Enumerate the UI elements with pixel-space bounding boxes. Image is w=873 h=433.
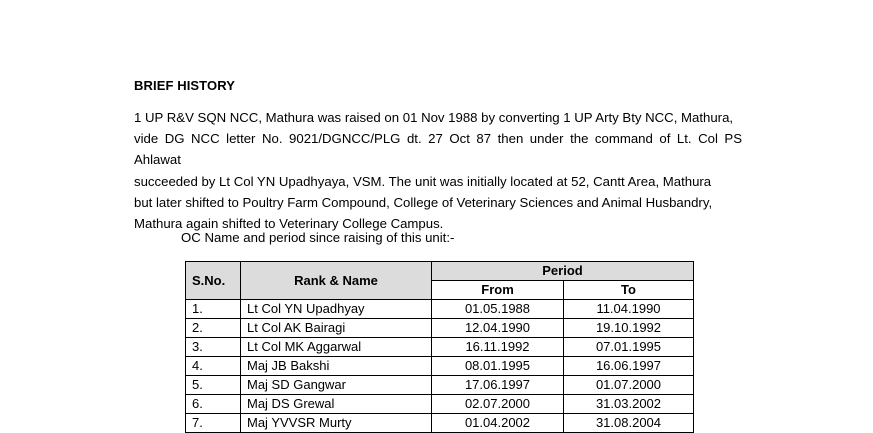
table-row <box>186 395 694 414</box>
header-to: To <box>564 281 694 300</box>
cell-from: 01.04.2002 <box>432 414 564 433</box>
cell-to: 31.03.2002 <box>564 395 694 414</box>
paragraph-line: 1 UP R&V SQN NCC, Mathura was raised on 01 Nov 1988 by converting 1 UP Arty Bty NCC, Mathura, <box>134 110 734 125</box>
cell-sno: 4. <box>186 357 241 376</box>
paragraph-line: succeeded by Lt Col YN Upadhyaya, VSM. The unit was initially located at 52, Cantt Area, Mathura <box>134 173 712 189</box>
table-row <box>186 338 694 357</box>
header-sno: S.No. <box>186 262 241 300</box>
section-heading: BRIEF HISTORY <box>134 78 235 93</box>
cell-name: Maj SD Gangwar <box>241 376 432 395</box>
cell-from: 08.01.1995 <box>432 357 564 376</box>
table-row <box>186 357 694 376</box>
cell-from: 16.11.1992 <box>432 338 564 357</box>
table-row <box>186 414 694 433</box>
cell-name: Maj DS Grewal <box>241 395 432 414</box>
header-from: From <box>432 281 564 300</box>
table-row <box>186 376 694 395</box>
cell-to: 19.10.1992 <box>564 319 694 338</box>
cell-name: Lt Col YN Upadhyay <box>241 300 432 319</box>
cell-from: 01.05.1988 <box>432 300 564 319</box>
cell-to: 31.08.2004 <box>564 414 694 433</box>
cell-from: 17.06.1997 <box>432 376 564 395</box>
cell-name: Maj YVVSR Murty <box>241 414 432 433</box>
history-paragraph <box>134 107 742 234</box>
cell-sno: 6. <box>186 395 241 414</box>
table-intro: OC Name and period since raising of this unit:- <box>181 230 455 245</box>
cell-to: 11.04.1990 <box>564 300 694 319</box>
cell-sno: 1. <box>186 300 241 319</box>
cell-sno: 7. <box>186 414 241 433</box>
table-row <box>186 319 694 338</box>
cell-sno: 3. <box>186 338 241 357</box>
cell-name: Maj JB Bakshi <box>241 357 432 376</box>
cell-name: Lt Col AK Bairagi <box>241 319 432 338</box>
paragraph-line: but later shifted to Poultry Farm Compound, College of Veterinary Sciences and Animal Husbandry, <box>134 194 713 210</box>
paragraph-line: vide DG NCC letter No. 9021/DGNCC/PLG dt. 27 Oct 87 then under the command of Lt. Col PS Ahlawat <box>134 131 742 168</box>
cell-from: 12.04.1990 <box>432 319 564 338</box>
cell-from: 02.07.2000 <box>432 395 564 414</box>
oc-table <box>185 261 694 433</box>
cell-name: Lt Col MK Aggarwal <box>241 338 432 357</box>
cell-to: 16.06.1997 <box>564 357 694 376</box>
cell-to: 01.07.2000 <box>564 376 694 395</box>
table-header-row <box>186 262 694 281</box>
header-period: Period <box>432 262 694 281</box>
cell-to: 07.01.1995 <box>564 338 694 357</box>
header-rank-name: Rank & Name <box>241 262 432 300</box>
table-row <box>186 300 694 319</box>
paragraph-line: Mathura again shifted to Veterinary College Campus. <box>134 216 444 232</box>
cell-sno: 2. <box>186 319 241 338</box>
cell-sno: 5. <box>186 376 241 395</box>
